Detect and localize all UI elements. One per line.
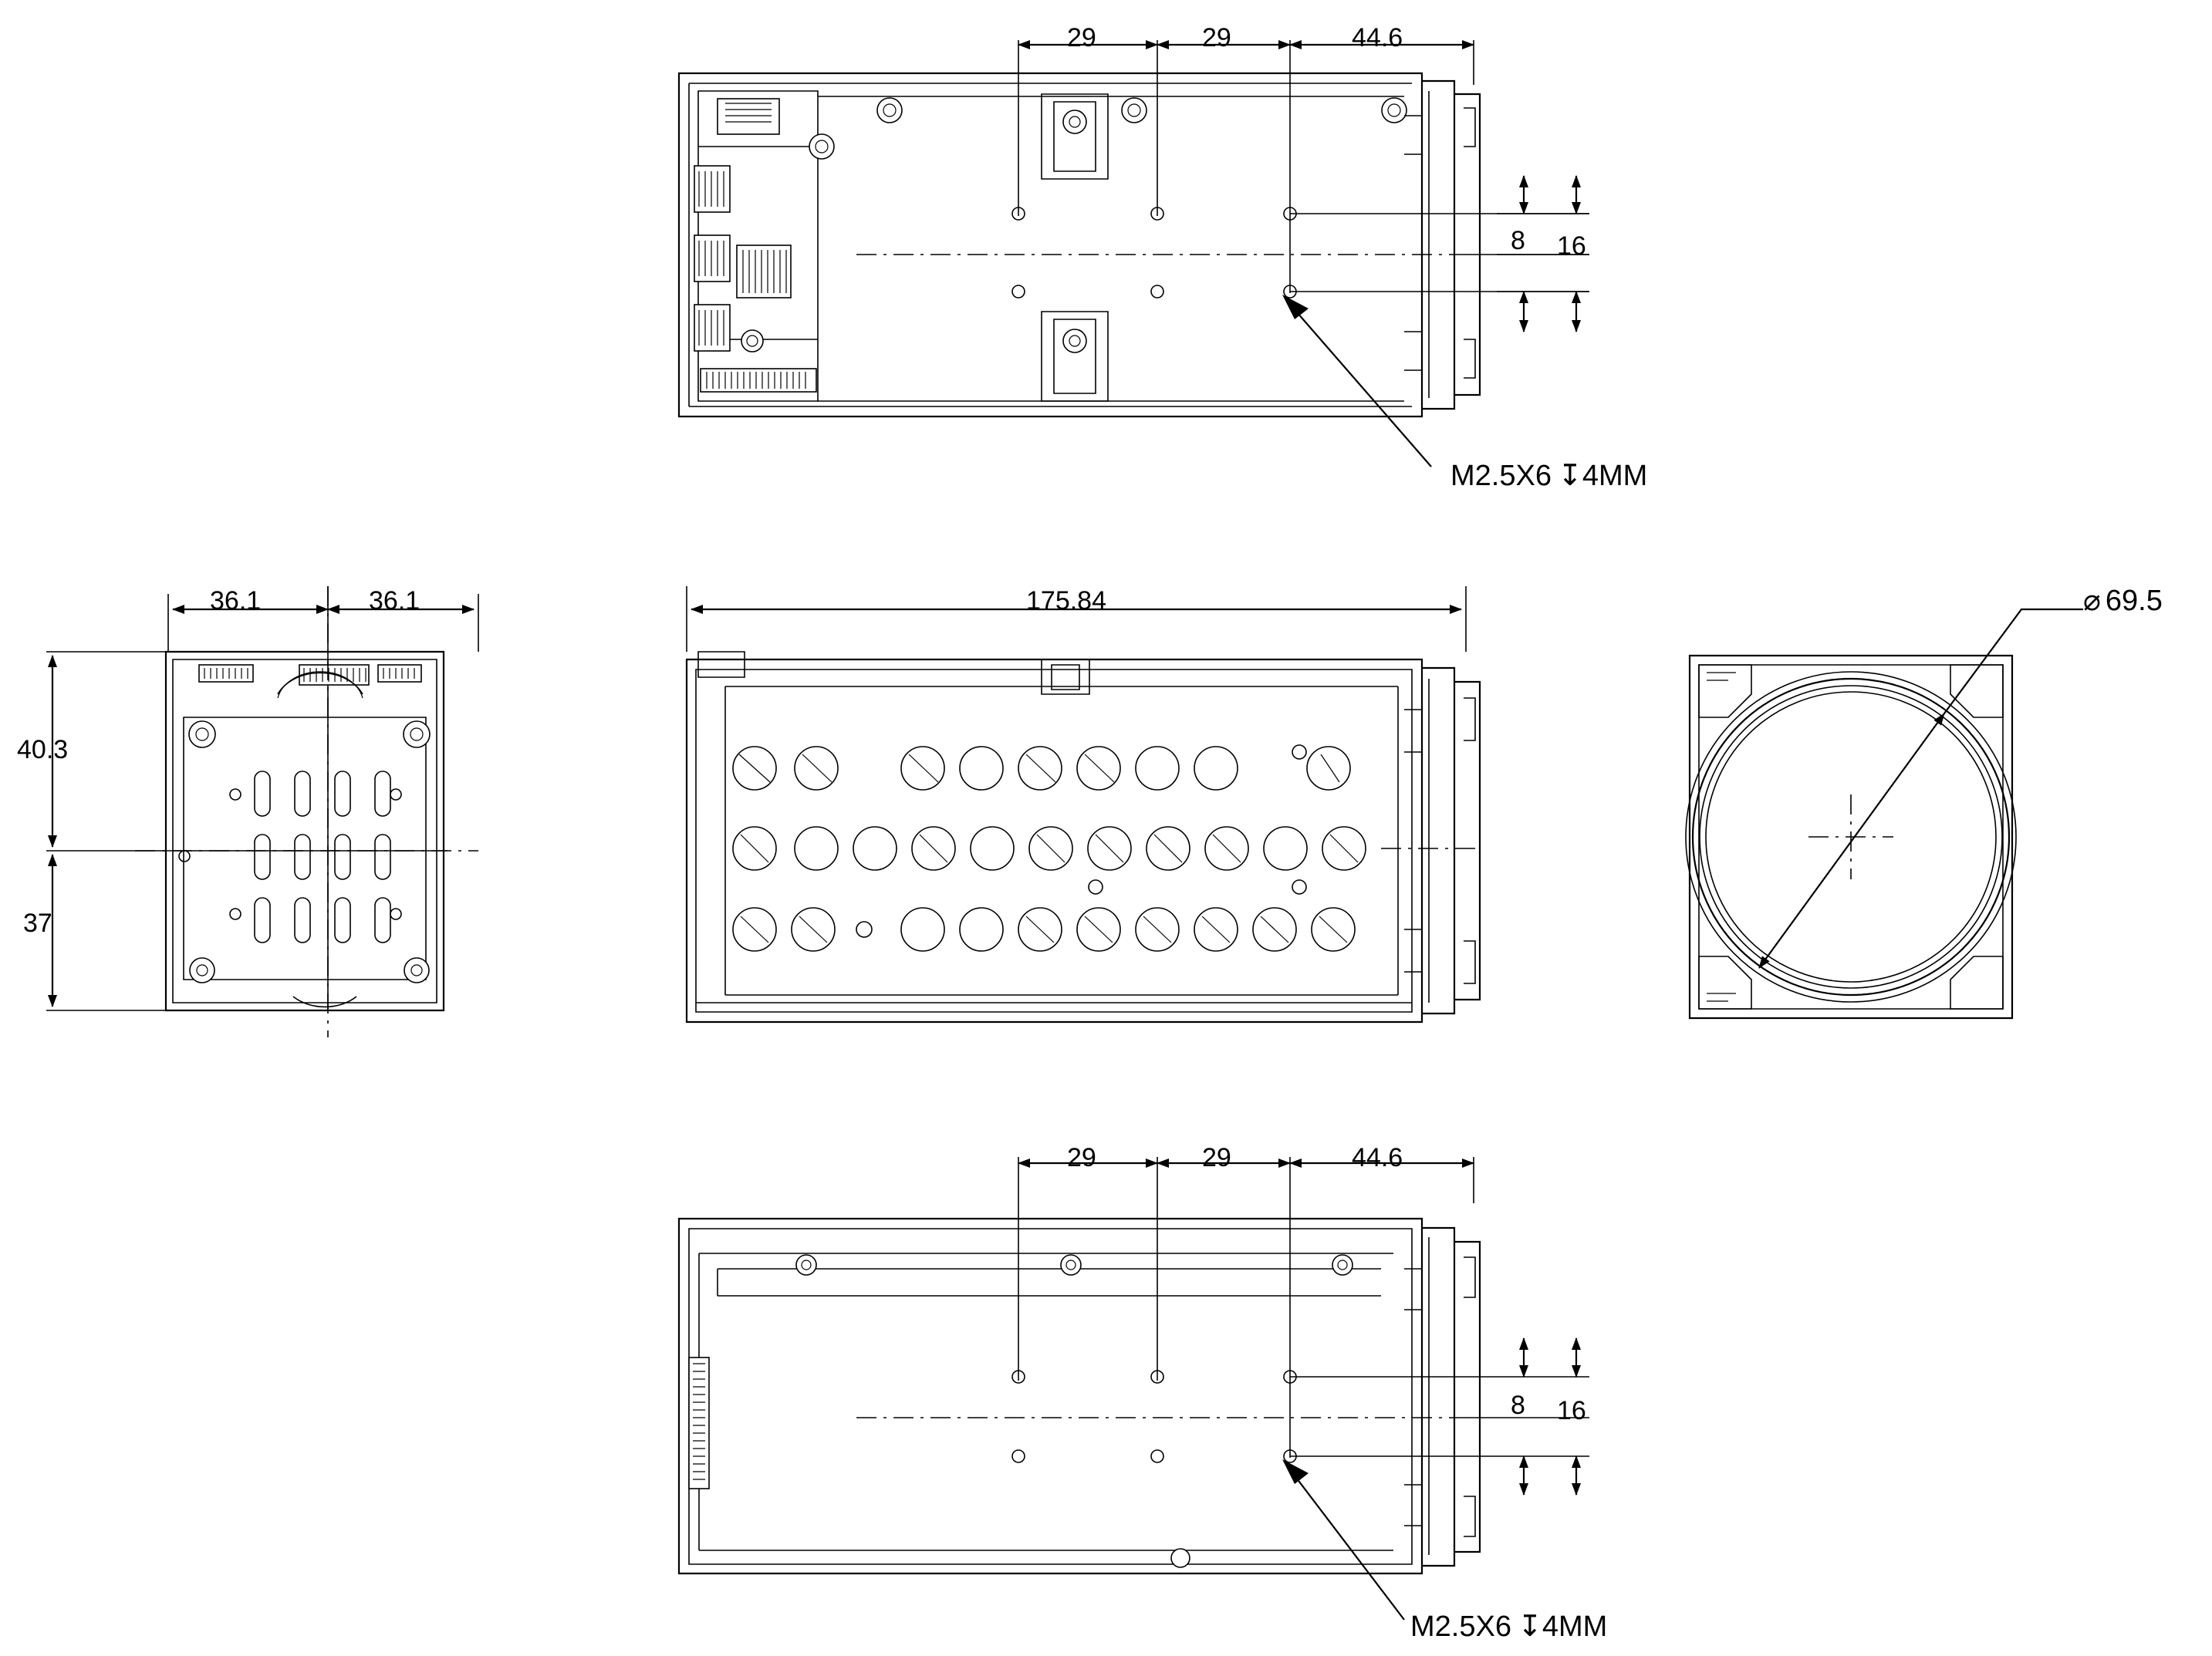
top-note-thread: M2.5X6: [1450, 460, 1552, 492]
diameter-symbol: ⌀: [2083, 585, 2101, 617]
bottom-note-depth: 4MM: [1542, 1610, 1608, 1643]
depth-symbol-bottom: ↧: [1517, 1610, 1542, 1643]
top-view-geometry: [679, 40, 1589, 467]
bottom-view-geometry: [679, 1157, 1589, 1620]
top-dim-29-a: 29: [1067, 23, 1096, 52]
right-view-geometry: [1686, 609, 2083, 1018]
top-dim-29-b: 29: [1202, 23, 1231, 52]
top-dim-16: 16: [1557, 231, 1586, 261]
front-dim-175-84: 175.84: [1026, 586, 1106, 616]
bottom-dim-44-6: 44.6: [1352, 1143, 1403, 1172]
bottom-note-m25x6: [1410, 1612, 1607, 1641]
left-view-geometry: [46, 586, 478, 1037]
bottom-dim-16: 16: [1557, 1396, 1586, 1425]
top-dim-8: 8: [1511, 226, 1525, 255]
top-dim-44-6: 44.6: [1352, 23, 1403, 52]
bottom-dim-29-a: 29: [1067, 1143, 1096, 1172]
depth-symbol-top: ↧: [1557, 460, 1582, 492]
left-dim-40-3: 40.3: [17, 735, 69, 764]
bottom-dim-8: 8: [1511, 1391, 1525, 1420]
bottom-note-thread: M2.5X6: [1410, 1610, 1511, 1643]
right-dim-diameter: [2083, 586, 2163, 616]
left-dim-37: 37: [23, 909, 52, 938]
top-note-depth: 4MM: [1582, 460, 1648, 492]
left-dim-36-1-b: 36.1: [369, 586, 420, 616]
bottom-dim-29-b: 29: [1202, 1143, 1231, 1172]
front-view-geometry: [687, 586, 1481, 1022]
right-dim-value: 69.5: [2105, 585, 2163, 617]
left-dim-36-1-a: 36.1: [210, 586, 262, 616]
top-note-m25x6: [1450, 461, 1647, 491]
